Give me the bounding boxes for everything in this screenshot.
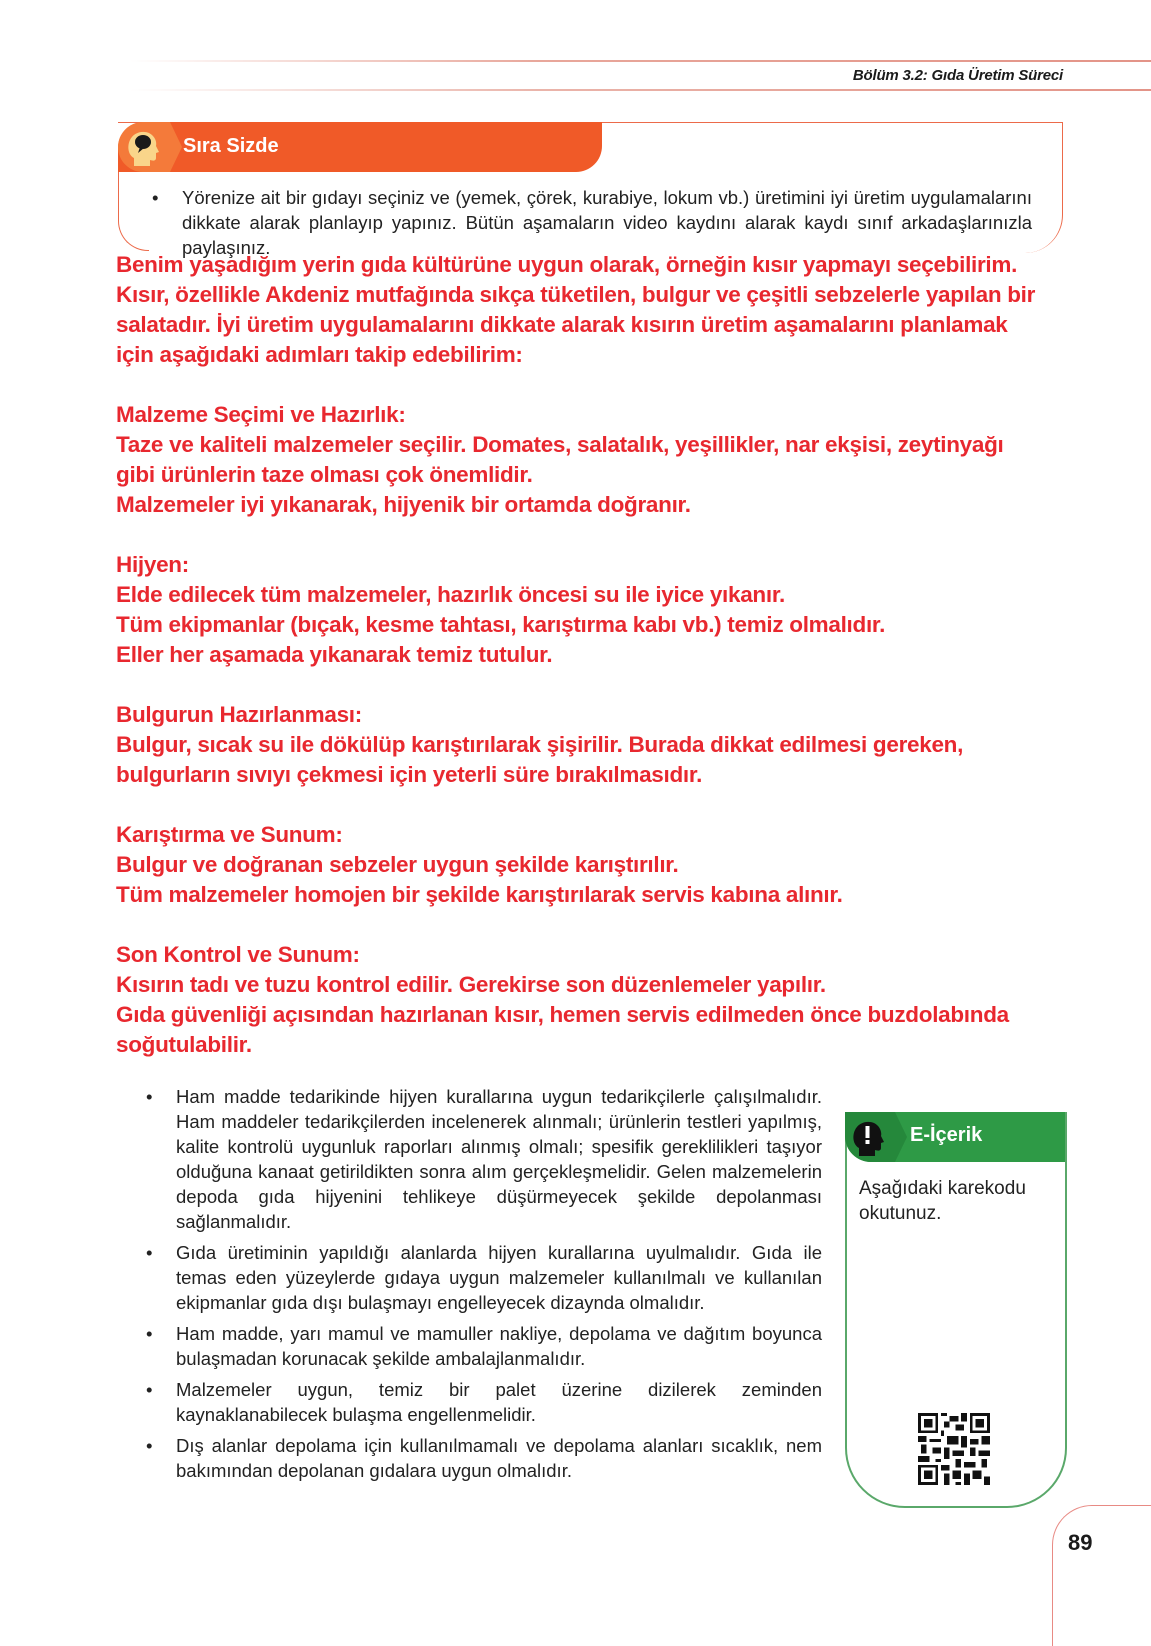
answer-intro: Benim yaşadığım yerin gıda kültürüne uygun olarak, örneğin kısır yapmayı seçebilirim. Kısır, özellikle Akdeniz mutfağında sıkça tüketilen, bulgur ve çeşitli sebzelerle yapılan bir salatadır. İyi üretim uygulamalarını dikkate alarak kısırın üretim aşamalarını planlamak için aşağıdaki adımları takip edebilirim: xyxy=(116,252,1036,367)
section-line: Kısırın tadı ve tuzu kontrol edilir. Gerekirse son düzenlemeler yapılır. xyxy=(116,972,826,997)
section-line: Gıda güvenliği açısından hazırlanan kısır, hemen servis edilmeden önce buzdolabında soğutulabilir. xyxy=(116,1002,1009,1057)
sira-sizde-title: Sıra Sizde xyxy=(183,135,279,157)
bullet: • xyxy=(146,1086,153,1107)
bullet: • xyxy=(146,1379,153,1400)
page-number: 89 xyxy=(1068,1530,1093,1555)
e-icerik-icon-arrow xyxy=(895,1112,907,1162)
section-heading: Son Kontrol ve Sunum: xyxy=(116,942,360,967)
list-item-text: Ham madde tedarikinde hijyen kurallarına uygun tedarikçilerle çalışılmalıdır. Ham maddeler tedarikçilerden incelenerek alınmalı; ürünlerin testleri yapılmış, kalite kontrolü uygunluk raporları alınmış olmalı; spesifik gereklilikleri taşıyor olduğuna kanaat getirildikten sonra alım gerçekleşmelidir. Gelen malzemelerin depoda gıda hijyenini tehlikeye düşürmeyecek şekilde depolanması sağlanmalıdır. xyxy=(176,1086,822,1232)
section-line: Tüm ekipmanlar (bıçak, kesme tahtası, karıştırma kabı vb.) temiz olmalıdır. xyxy=(116,612,886,637)
section-line: Eller her aşamada yıkanarak temiz tutulur. xyxy=(116,642,553,667)
list-item xyxy=(146,1240,822,1315)
list-item xyxy=(146,1321,822,1371)
sira-sizde-icon-bg xyxy=(118,122,170,172)
sira-sizde-text: Yörenize ait bir gıdayı seçiniz ve (yemek, çörek, kurabiye, lokum vb.) üretimini iyi üretim uygulamalarını dikkate alarak planlayıp yapınız. Bütün aşamaların video kaydını alarak kaydı sınıf arkadaşlarınızla paylaşınız. xyxy=(182,187,1032,258)
sira-sizde-icon-arrow xyxy=(170,122,182,172)
section-line: Tüm malzemeler homojen bir şekilde karıştırılarak servis kabına alınır. xyxy=(116,882,843,907)
header-rule-bottom xyxy=(130,89,1151,91)
section-heading: Hijyen: xyxy=(116,552,189,577)
list-item-text: Dış alanlar depolama için kullanılmamalı ve depolama alanları sıcaklık, nem bakımından depolanan gıdalara uygun olmalıdır. xyxy=(176,1435,822,1481)
section-line: Elde edilecek tüm malzemeler, hazırlık öncesi su ile iyice yıkanır. xyxy=(116,582,785,607)
e-icerik-title: E-İçerik xyxy=(910,1124,983,1146)
list-item xyxy=(146,1377,822,1427)
qr-code-icon[interactable] xyxy=(918,1413,990,1485)
list-item-text: Ham madde, yarı mamul ve mamuller nakliye, depolama ve dağıtım boyunca bulaşmadan korunacak şekilde ambalajlanmalıdır. xyxy=(176,1323,822,1369)
answer-text xyxy=(116,250,1046,1060)
page-number-frame xyxy=(1052,1505,1151,1646)
section-heading: Karıştırma ve Sunum: xyxy=(116,822,343,847)
section-heading: Malzeme Seçimi ve Hazırlık: xyxy=(116,402,406,427)
head-exclamation-icon xyxy=(845,1112,895,1162)
section-line: Bulgur, sıcak su ile dökülüp karıştırılarak şişirilir. Burada dikkat edilmesi gereken, bulgurların sıvıyı çekmesi için yeterli süre bırakılmasıdır. xyxy=(116,732,964,787)
list-item-text: Malzemeler uygun, temiz bir palet üzerine dizilerek zeminden kaynaklanabilecek bulaşma engellenmelidir. xyxy=(176,1379,822,1425)
section-line: Malzemeler iyi yıkanarak, hijyenik bir ortamda doğranır. xyxy=(116,492,691,517)
list-item xyxy=(146,1433,822,1483)
list-item-text: Gıda üretiminin yapıldığı alanlarda hijyen kurallarına uyulmalıdır. Gıda ile temas eden yüzeylerde gıdaya uygun malzemeler kullanılmalı ve kullanılan ekipmanlar gıda dışı bulaşmayı engelleyecek dizaynda olmalıdır. xyxy=(176,1242,822,1313)
bullet: • xyxy=(146,1435,153,1456)
sira-sizde-instruction xyxy=(152,185,1032,260)
bullet: • xyxy=(146,1323,153,1344)
hygiene-rules-list xyxy=(146,1084,822,1489)
bullet: • xyxy=(146,1242,153,1263)
section-line: Taze ve kaliteli malzemeler seçilir. Domates, salatalık, yeşillikler, nar ekşisi, zeytinyağı gibi ürünlerin taze olması çok önemlidir. xyxy=(116,432,1004,487)
bullet: • xyxy=(152,187,159,208)
section-heading: Bulgurun Hazırlanması: xyxy=(116,702,362,727)
list-item xyxy=(146,1084,822,1234)
e-icerik-instruction: Aşağıdaki karekodu okutunuz. xyxy=(859,1178,1026,1224)
head-thought-icon xyxy=(118,122,170,172)
header-rule-top xyxy=(130,60,1151,62)
chapter-title: Bölüm 3.2: Gıda Üretim Süreci xyxy=(852,67,1063,84)
e-icerik-icon-bg xyxy=(845,1112,895,1162)
section-line: Bulgur ve doğranan sebzeler uygun şekilde karıştırılır. xyxy=(116,852,679,877)
